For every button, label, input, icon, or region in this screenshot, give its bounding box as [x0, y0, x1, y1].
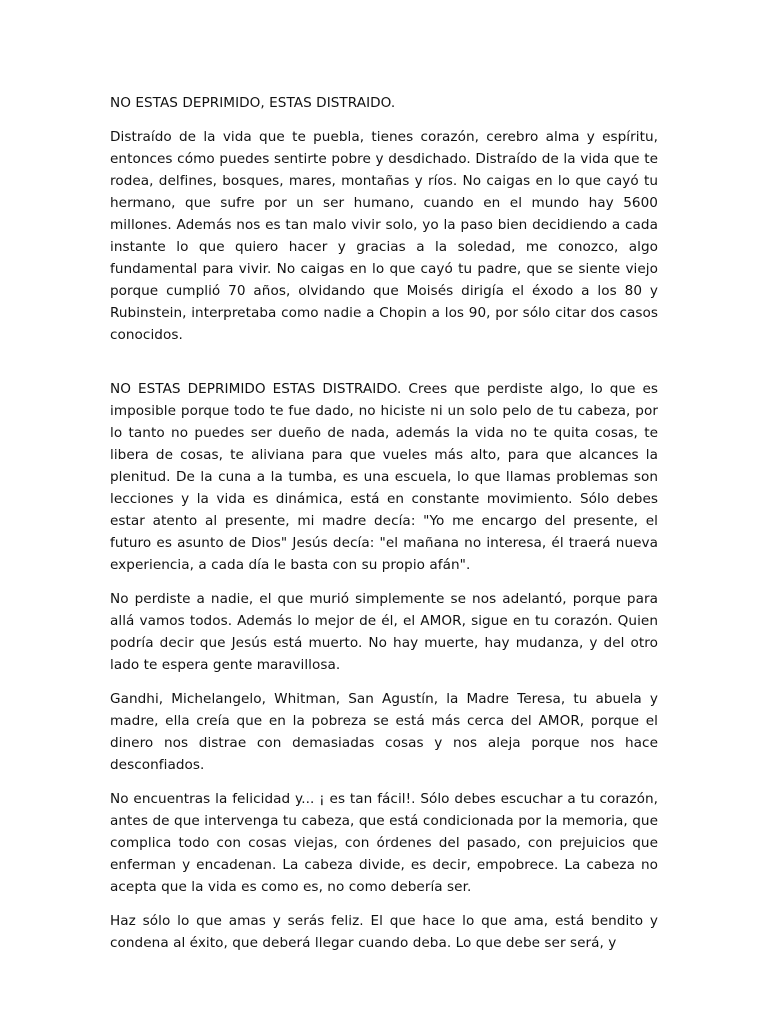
- paragraph-6: Haz sólo lo que amas y serás feliz. El que hace lo que ama, está bendito y condena al éxito, que deberá llegar cuando deba. Lo que debe ser será, y: [110, 913, 658, 951]
- paragraph-1: Distraído de la vida que te puebla, tienes corazón, cerebro alma y espíritu, entonces cómo puedes sentirte pobre y desdichado. Distraído de la vida que te rodea, delfines, bosques, mares, montañas y ríos. No caigas en lo que cayó tu hermano, que sufre por un ser humano, cuando en el mundo hay 5600 millones. Además nos es tan malo vivir solo, yo la paso bien decidiendo a cada instante lo que quiero hacer y gracias a la soledad, me conozco, algo fundamental para vivir. No caigas en lo que cayó tu padre, que se siente viejo porque cumplió 70 años, olvidando que Moisés dirigía el éxodo a los 80 y Rubinstein, interpretaba como nadie a Chopin a los 90, por sólo citar dos casos conocidos.: [110, 129, 658, 343]
- paragraph-3: No perdiste a nadie, el que murió simplemente se nos adelantó, porque para allá vamos todos. Además lo mejor de él, el AMOR, sigue en tu corazón. Quien podría decir que Jesús está muerto. No hay muerte, hay mudanza, y del otro lado te espera gente maravillosa.: [110, 591, 658, 673]
- paragraph-5: No encuentras la felicidad y... ¡ es tan fácil!. Sólo debes escuchar a tu corazón, antes de que intervenga tu cabeza, que está condicionada por la memoria, que complica todo con cosas viejas, con órdenes del pasado, con prejuicios que enferman y encadenan. La cabeza divide, es decir, empobrece. La cabeza no acepta que la vida es como es, no como debería ser.: [110, 791, 658, 895]
- paragraph-2: NO ESTAS DEPRIMIDO ESTAS DISTRAIDO. Crees que perdiste algo, lo que es imposible porque todo te fue dado, no hiciste ni un solo pelo de tu cabeza, por lo tanto no puedes ser dueño de nada, además la vida no te quita cosas, te libera de cosas, te aliviana para que vueles más alto, para que alcances la plenitud. De la cuna a la tumba, es una escuela, lo que llamas problemas son lecciones y la vida es dinámica, está en constante movimiento. Sólo debes estar atento al presente, mi madre decía: "Yo me encargo del presente, el futuro es asunto de Dios" Jesús decía: "el mañana no interesa, él traerá nueva experiencia, a cada día le basta con su propio afán".: [110, 381, 658, 573]
- document-title: NO ESTAS DEPRIMIDO, ESTAS DISTRAIDO.: [110, 95, 396, 111]
- document-body: [110, 92, 658, 966]
- paragraph-4: Gandhi, Michelangelo, Whitman, San Agustín, la Madre Teresa, tu abuela y madre, ella creía que en la pobreza se está más cerca del AMOR, porque el dinero nos distrae con demasiadas cosas y nos aleja porque nos hace desconfiados.: [110, 691, 658, 773]
